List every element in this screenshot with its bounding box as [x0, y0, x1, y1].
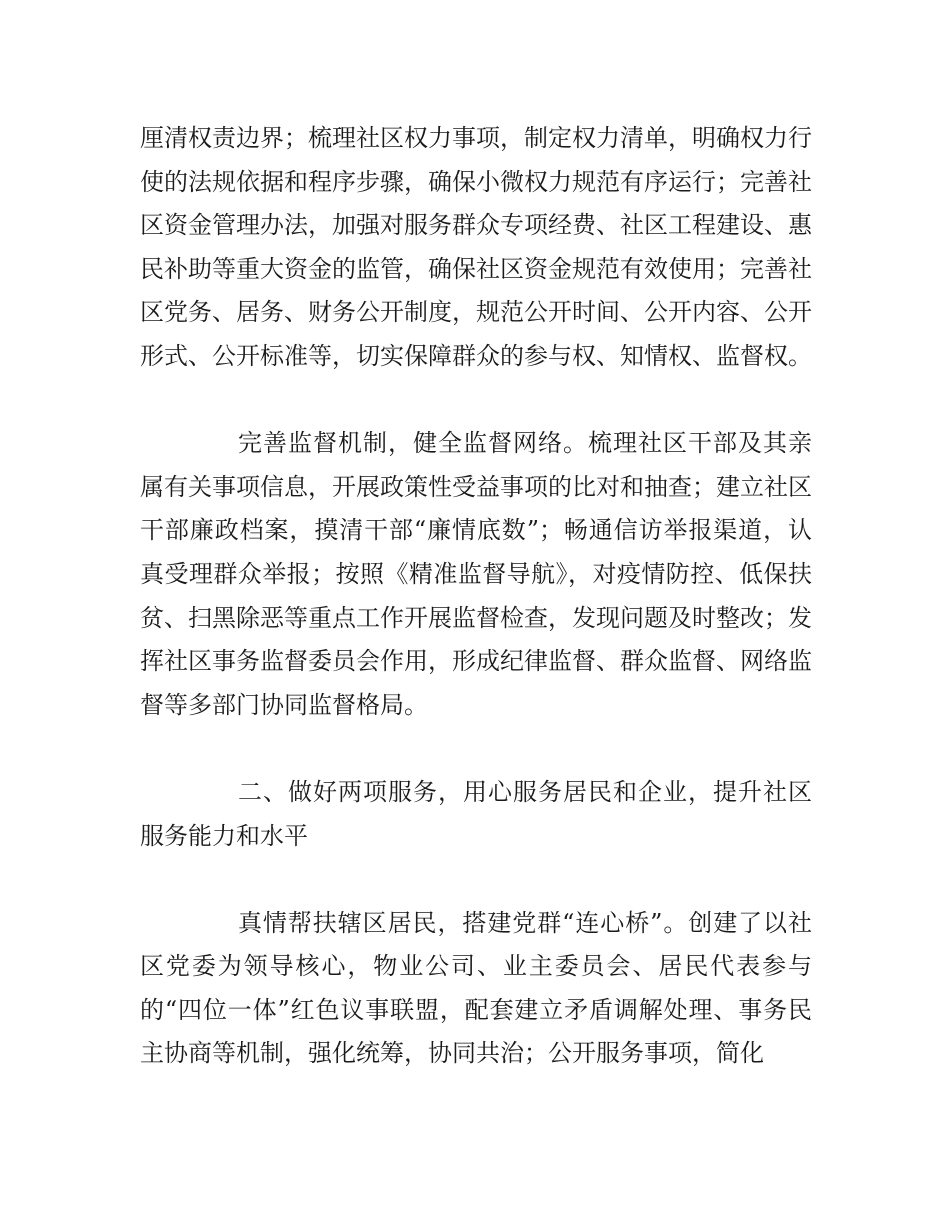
paragraph-help-residents: 真情帮扶辖区居民，搭建党群“连心桥”。创建了以社区党委为领导核心，物业公司、业主委员会、居民代表参与的“四位一体”红色议事联盟，配套建立矛盾调解处理、事务民主协商等机制，强化统筹，协同共治；公开服务事项，简化: [140, 908, 812, 1068]
section-heading-two-services: 二、做好两项服务，用心服务居民和企业，提升社区服务能力和水平: [140, 777, 812, 850]
paragraph-rights-boundaries: 厘清权责边界；梳理社区权力事项，制定权力清单，明确权力行使的法规依据和程序步骤，确保小微权力规范有序运行；完善社区资金管理办法，加强对服务群众专项经费、社区工程建设、惠民补助等重大资金的监管，确保社区资金规范有效使用；完善社区党务、居务、财务公开制度，规范公开时间、公开内容、公开形式、公开标准等，切实保障群众的参与权、知情权、监督权。: [140, 124, 812, 370]
document-body: [140, 117, 812, 1076]
paragraph-supervision-mechanism: 完善监督机制，健全监督网络。梳理社区干部及其亲属有关事项信息，开展政策性受益事项的比对和抽查；建立社区干部廉政档案，摸清干部“廉情底数”；畅通信访举报渠道，认真受理群众举报；按照《精准监督导航》，对疫情防控、低保扶贫、扫黑除恶等重点工作开展监督检查，发现问题及时整改；发挥社区事务监督委员会作用，形成纪律监督、群众监督、网络监督等多部门协同监督格局。: [140, 429, 812, 719]
